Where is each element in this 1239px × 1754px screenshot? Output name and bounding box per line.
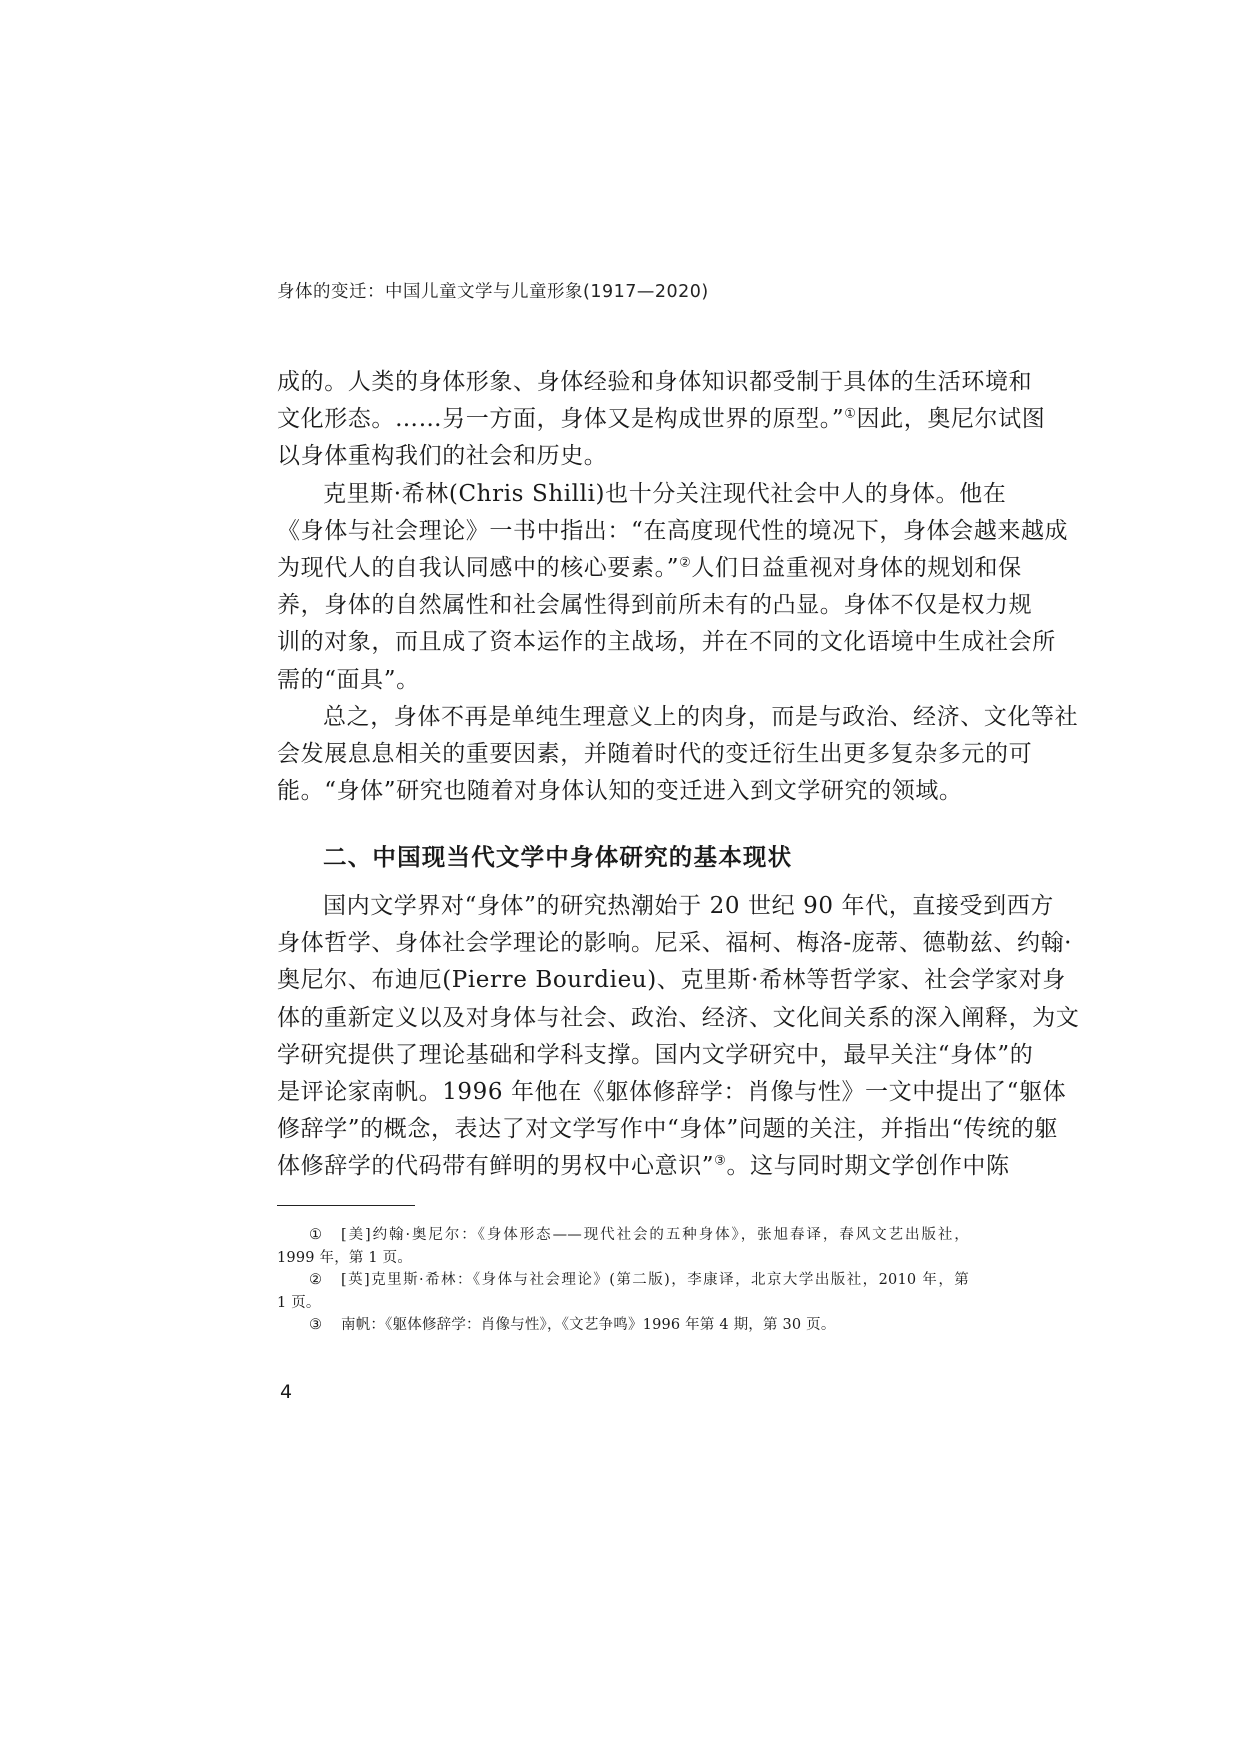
text-span: 文化形态。……另一方面，身体又是构成世界的原型。” — [277, 406, 845, 433]
footnote-ref-3[interactable]: ③ — [714, 1153, 727, 1169]
paragraph-start-line: 总之，身体不再是单纯生理意义上的肉身，而是与政治、经济、文化等社 — [323, 703, 1079, 730]
footnote-mark: ① — [309, 1227, 323, 1243]
text-line: 以身体重构我们的社会和历史。 — [277, 443, 608, 470]
page-number: 4 — [280, 1381, 293, 1403]
text-line: 需的“面具”。 — [277, 666, 420, 693]
text-line: 学研究提供了理论基础和学科支撑。国内文学研究中，最早关注“身体”的 — [277, 1041, 1034, 1068]
footnote-text: [英]克里斯·希林：《身体与社会理论》(第二版)，李康译，北京大学出版社，2010 年，第 — [341, 1272, 969, 1288]
running-header: 身体的变迁：中国儿童文学与儿童形象(1917—2020) — [277, 282, 709, 302]
text-line: 修辞学”的概念，表达了对文学写作中“身体”问题的关注，并指出“传统的躯 — [277, 1116, 1059, 1143]
footnote-ref-2[interactable]: ② — [679, 555, 692, 571]
paragraph-start-line: 克里斯·希林(Chris Shilli)也十分关注现代社会中人的身体。他在 — [323, 480, 1007, 507]
text-line — [277, 401, 1046, 438]
text-line: 身体哲学、身体社会学理论的影响。尼采、福柯、梅洛-庞蒂、德勒兹、约翰· — [277, 930, 1073, 957]
footnote-2 — [277, 1269, 969, 1292]
text-span: 。这与同时期文学创作中陈 — [726, 1153, 1010, 1180]
text-line: 会发展息息相关的重要因素，并随着时代的变迁衍生出更多复杂多元的可 — [277, 740, 1033, 767]
text-line — [277, 550, 1022, 587]
footnote-ref-1[interactable]: ① — [844, 406, 857, 422]
section-heading: 二、中国现当代文学中身体研究的基本现状 — [323, 843, 793, 871]
text-line: 训的对象，而且成了资本运作的主战场，并在不同的文化语境中生成社会所 — [277, 629, 1056, 656]
text-span: 体修辞学的代码带有鲜明的男权中心意识” — [277, 1153, 715, 1180]
paragraph-start-line: 国内文学界对“身体”的研究热潮始于 20 世纪 90 年代，直接受到西方 — [323, 893, 1054, 919]
footnote-1 — [277, 1224, 969, 1247]
body-text-section-2 — [277, 888, 1080, 1186]
text-line: 奥尼尔、布迪厄(Pierre Bourdieu)、克里斯·希林等哲学家、社会学家对身 — [277, 967, 1066, 994]
text-line: 《身体与社会理论》一书中指出：“在高度现代性的境况下，身体会越来越成 — [277, 517, 1069, 544]
footnote-text: 南帆：《躯体修辞学：肖像与性》，《文艺争鸣》1996 年第 4 期，第 30 页。 — [341, 1317, 836, 1333]
text-span: 为现代人的自我认同感中的核心要素。” — [277, 554, 680, 581]
footnotes — [277, 1224, 969, 1337]
text-line: 是评论家南帆。1996 年他在《躯体修辞学：肖像与性》一文中提出了“躯体 — [277, 1078, 1067, 1105]
text-line: 体的重新定义以及对身体与社会、政治、经济、文化间关系的深入阐释，为文 — [277, 1004, 1080, 1031]
body-text-section-1 — [277, 364, 1079, 810]
text-span: 因此，奥尼尔试图 — [856, 406, 1046, 433]
text-line — [277, 1148, 1010, 1185]
footnote-1-continued: 1999 年，第 1 页。 — [277, 1249, 413, 1266]
footnote-mark: ③ — [309, 1317, 323, 1333]
footnote-text: [美]约翰·奥尼尔：《身体形态——现代社会的五种身体》，张旭春译，春风文艺出版社， — [341, 1227, 969, 1243]
footnote-mark: ② — [309, 1272, 323, 1288]
footnote-2-continued: 1 页。 — [277, 1294, 321, 1311]
text-line: 能。“身体”研究也随着对身体认知的变迁进入到文学研究的领域。 — [277, 778, 963, 805]
text-line: 成的。人类的身体形象、身体经验和身体知识都受制于具体的生活环境和 — [277, 369, 1033, 395]
text-span: 人们日益重视对身体的规划和保 — [691, 554, 1022, 581]
footnote-3 — [277, 1314, 969, 1337]
text-line: 养，身体的自然属性和社会属性得到前所未有的凸显。身体不仅是权力规 — [277, 592, 1033, 619]
footnote-separator — [277, 1205, 415, 1206]
